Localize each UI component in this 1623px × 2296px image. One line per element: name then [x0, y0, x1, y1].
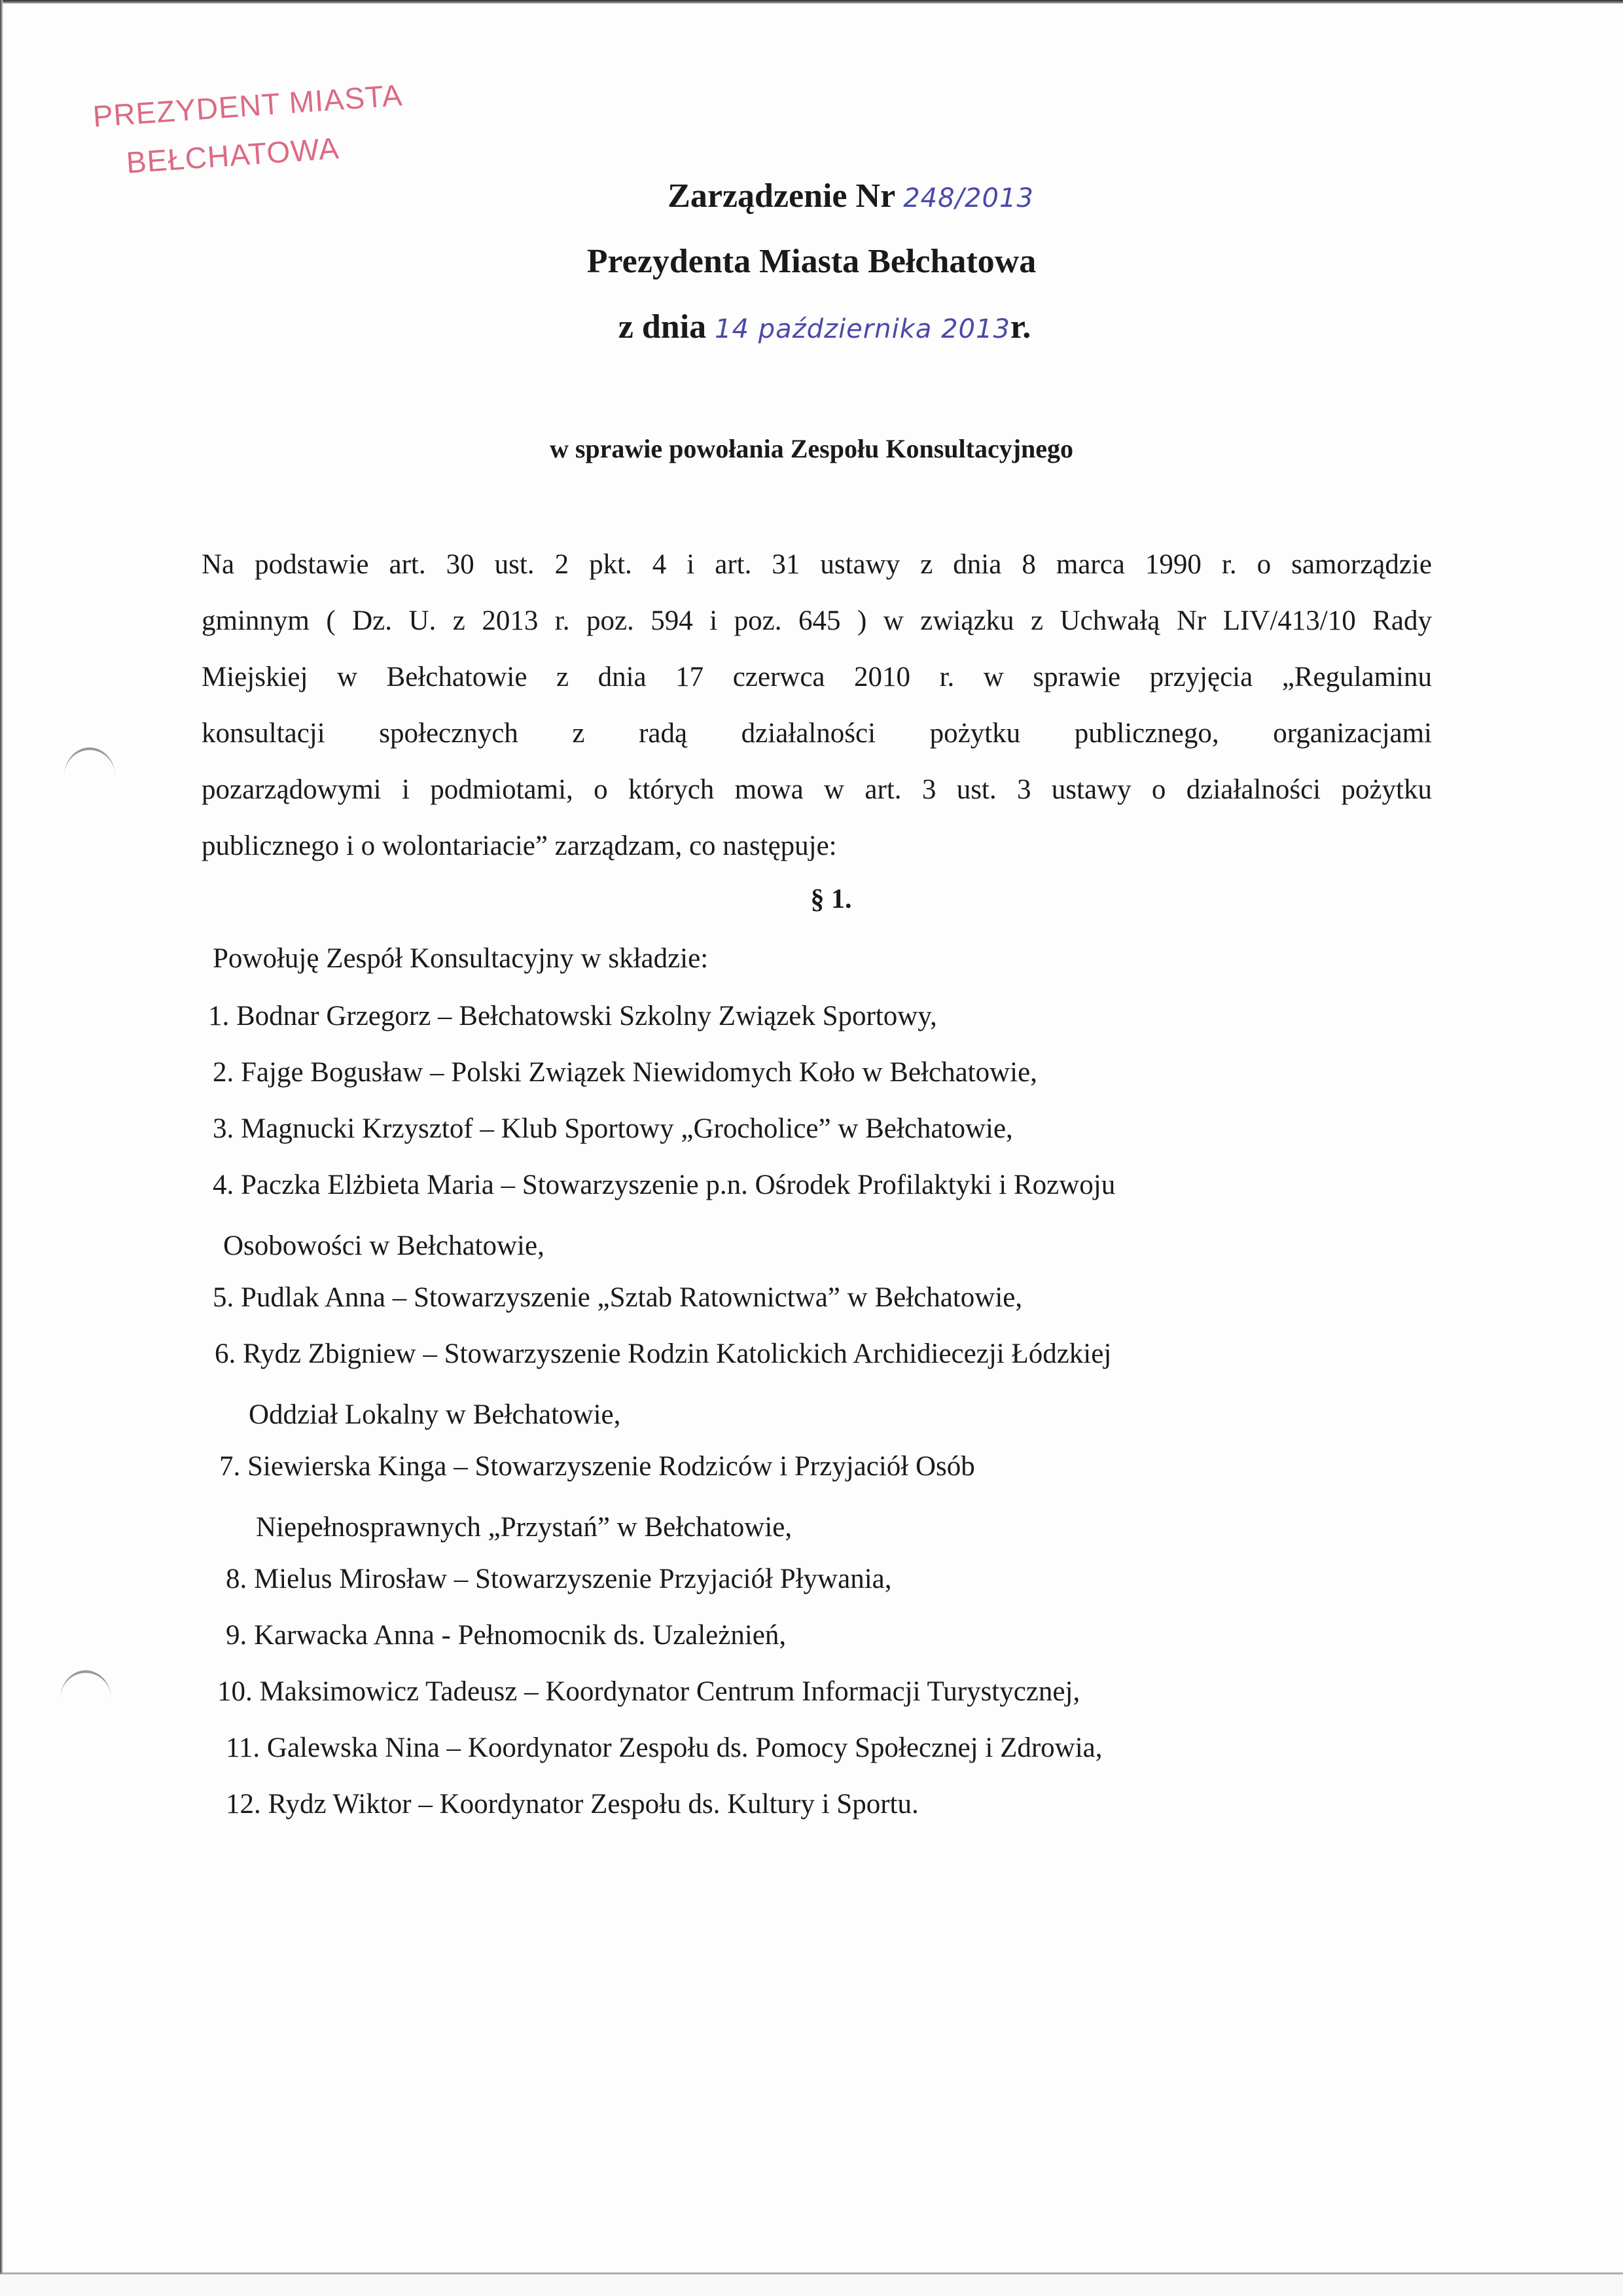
item-text: Pudlak Anna – Stowarzyszenie „Sztab Ratownictwa” w Bełchatowie, — [241, 1282, 1023, 1313]
ordinance-title — [0, 177, 1623, 215]
item-number: 4. — [213, 1170, 234, 1200]
date-prefix: z dnia — [618, 308, 707, 346]
ordinance-date — [0, 308, 1623, 346]
item-text: Bodnar Grzegorz – Bełchatowski Szkolny Związek Sportowy, — [236, 1001, 937, 1031]
item-text: Fajge Bogusław – Polski Związek Niewidomych Koło w Bełchatowie, — [241, 1057, 1037, 1088]
item-number: 6. — [215, 1338, 236, 1369]
item-text: Mielus Mirosław – Stowarzyszenie Przyjaciół Pływania, — [254, 1564, 892, 1594]
item-text: Rydz Zbigniew – Stowarzyszenie Rodzin Katolickich Archidiecezji Łódzkiej — [243, 1338, 1112, 1369]
ordinance-number-handwritten: 248/2013 — [903, 183, 1034, 213]
stamp-line-2: BEŁCHATOWA — [125, 130, 341, 180]
list-item — [213, 1169, 1115, 1262]
item-text: Karwacka Anna - Pełnomocnik ds. Uzależnień, — [254, 1620, 787, 1651]
list-item — [219, 1450, 975, 1543]
preamble-line: pozarządowymi i podmiotami, o których mowa w art. 3 ust. 3 ustawy o działalności pożytku — [202, 774, 1432, 805]
stamp-line-1: PREZYDENT MIASTA — [92, 77, 404, 134]
preamble-line: gminnym ( Dz. U. z 2013 r. poz. 594 i poz. 645 ) w związku z Uchwałą Nr LIV/413/10 Rady — [202, 605, 1432, 636]
list-item — [217, 1676, 1080, 1708]
item-number: 12. — [226, 1789, 261, 1820]
item-continuation: Oddział Lokalny w Bełchatowie, — [249, 1399, 621, 1430]
list-item — [226, 1788, 919, 1820]
preamble-line: Miejskiej w Bełchatowie z dnia 17 czerwca 2010 r. w sprawie przyjęcia „Regulaminu — [202, 662, 1432, 692]
item-number: 8. — [226, 1564, 247, 1594]
item-number: 1. — [208, 1001, 230, 1031]
ordinance-title-prefix: Zarządzenie Nr — [668, 177, 895, 215]
list-item — [213, 1113, 1013, 1145]
preamble-line: publicznego i o wolontariacie” zarządzam, co następuje: — [202, 831, 837, 861]
item-number: 11. — [226, 1732, 260, 1763]
ordinance-subject: w sprawie powołania Zespołu Konsultacyjnego — [549, 434, 1074, 463]
item-text: Siewierska Kinga – Stowarzyszenie Rodziców i Przyjaciół Osób — [247, 1451, 975, 1482]
scan-margin-bottom — [0, 2274, 1623, 2296]
date-handwritten: 14 października 2013 — [715, 314, 1010, 344]
item-continuation: Osobowości w Bełchatowie, — [223, 1230, 544, 1261]
item-number: 2. — [213, 1057, 234, 1088]
list-item — [226, 1563, 891, 1595]
list-item — [213, 1282, 1022, 1314]
list-item — [226, 1732, 1103, 1764]
official-stamp — [92, 77, 407, 183]
item-number: 7. — [219, 1451, 241, 1482]
section-heading: § 1. — [810, 884, 852, 914]
item-text: Maksimowicz Tadeusz – Koordynator Centrum Informacji Turystycznej, — [259, 1676, 1080, 1707]
scan-edge-top — [0, 0, 1623, 4]
date-suffix: r. — [1010, 308, 1031, 346]
list-item — [215, 1338, 1111, 1431]
list-intro: Powołuję Zespół Konsultacyjny w składzie: — [213, 943, 709, 974]
punch-hole-mark — [60, 1670, 111, 1699]
item-number: 5. — [213, 1282, 234, 1313]
preamble-line: konsultacji społecznych z radą działalności pożytku publicznego, organizacjami — [202, 718, 1432, 749]
preamble-paragraph — [202, 537, 1432, 874]
list-item — [208, 1000, 937, 1032]
punch-hole-mark — [64, 747, 115, 776]
item-text: Rydz Wiktor – Koordynator Zespołu ds. Kultury i Sportu. — [268, 1789, 919, 1820]
list-item — [213, 1056, 1037, 1088]
item-text: Magnucki Krzysztof – Klub Sportowy „Grocholice” w Bełchatowie, — [241, 1113, 1013, 1144]
item-text: Galewska Nina – Koordynator Zespołu ds. Pomocy Społecznej i Zdrowia, — [266, 1732, 1103, 1763]
item-number: 10. — [217, 1676, 253, 1707]
list-item — [226, 1619, 786, 1651]
item-continuation: Niepełnosprawnych „Przystań” w Bełchatowie, — [256, 1512, 793, 1543]
preamble-line: Na podstawie art. 30 ust. 2 pkt. 4 i art. 31 ustawy z dnia 8 marca 1990 r. o samorządzie — [202, 549, 1432, 580]
item-text: Paczka Elżbieta Maria – Stowarzyszenie p.n. Ośrodek Profilaktyki i Rozwoju — [241, 1170, 1116, 1200]
item-number: 9. — [226, 1620, 247, 1651]
ordinance-authority: Prezydenta Miasta Bełchatowa — [586, 243, 1037, 280]
item-number: 3. — [213, 1113, 234, 1144]
